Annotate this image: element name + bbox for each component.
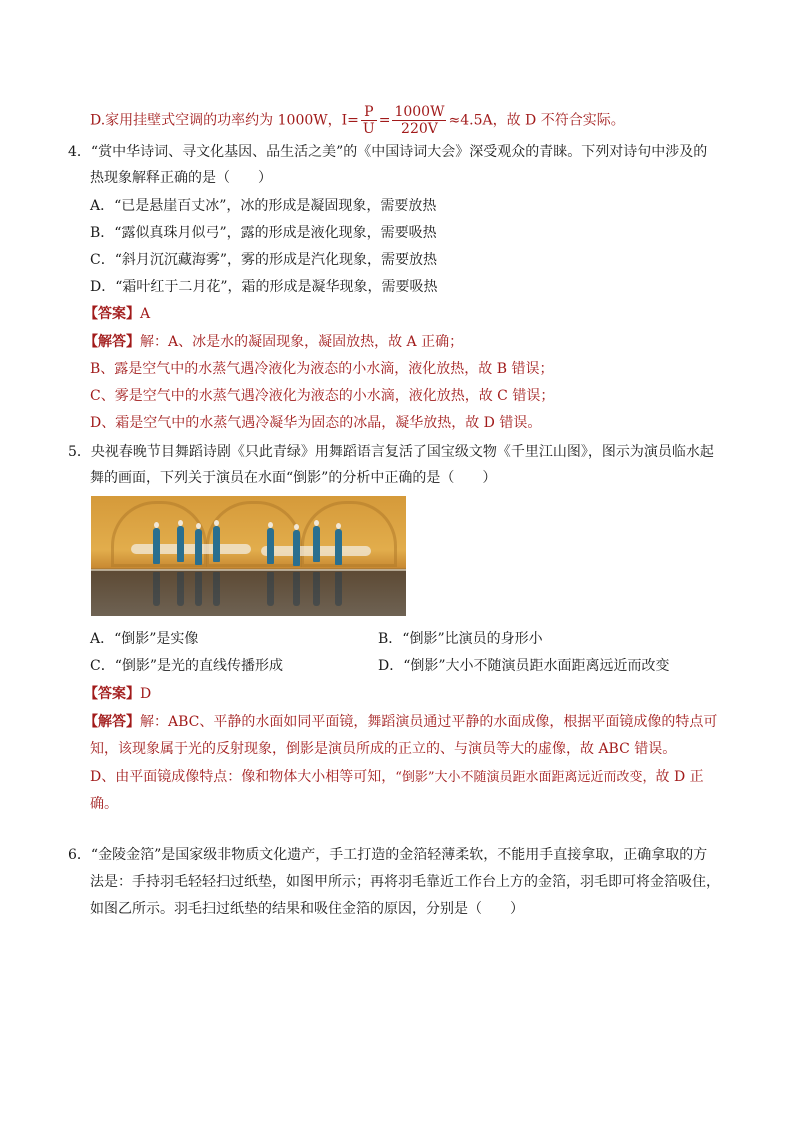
q4-stem-line1: 4．“赏中华诗词、寻文化基因、品生活之美”的《中国诗词大会》深受观众的青睐。下列对诗句中涉及的 <box>68 144 708 160</box>
q4-answer-value: A <box>140 306 151 322</box>
q6-stem-line3: 如图乙所示。羽毛扫过纸垫的结果和吸住金箔的原因，分别是（ ） <box>90 901 524 917</box>
q4-analysis-line2: B、露是空气中的水蒸气遇冷液化为液态的小水滴，液化放热，故 B 错误； <box>90 361 554 377</box>
q5-analysis-text1: 解：ABC、平静的水面如同平面镜，舞蹈演员通过平静的水面成像，根据平面镜成像的特点可 <box>140 714 718 730</box>
q4-analysis-line1 <box>84 332 463 352</box>
q3-option-d-prefix: D.家用挂壁式空调的功率约为 1000W，I= <box>90 112 359 129</box>
q3-fraction-pu <box>361 104 377 137</box>
q4-answer <box>84 304 150 324</box>
q5-analysis-line2: 知，该现象属于光的反射现象，倒影是演员所成的正立的、与演员等大的虚像，故 ABC 错误。 <box>90 741 677 757</box>
q3-option-d-suffix: ≈4.5A，故 D 不符合实际。 <box>448 112 625 129</box>
q5-stem-line1: 5．央视春晚节目舞蹈诗剧《只此青绿》用舞蹈语言复活了国宝级文物《千里江山图》，图示为演员临水起 <box>68 444 714 460</box>
q5-option-c: C．“倒影”是光的直线传播形成 <box>90 658 284 674</box>
q3-equals: = <box>378 112 391 129</box>
q5-option-d: D．“倒影”大小不随演员距水面距离远近而改变 <box>378 658 670 674</box>
q4-option-b: B．“露似真珠月似弓”，露的形成是液化现象，需要吸热 <box>90 225 437 241</box>
q4-analysis-text1: 解：A、冰是水的凝固现象，凝固放热，故 A 正确； <box>140 334 464 350</box>
q5-analysis-label: 【解答】 <box>84 714 140 730</box>
q5-answer-value: D <box>140 686 152 702</box>
q3-frac1-numerator: P <box>361 104 377 121</box>
q5-analysis-line3 <box>90 767 704 788</box>
q5-stem-line2: 舞的画面，下列关于演员在水面“倒影”的分析中正确的是（ ） <box>90 470 497 486</box>
q5-analysis-line4: 确。 <box>90 796 118 812</box>
q4-option-d: D．“霜叶红于二月花”，霜的形成是凝华现象，需要吸热 <box>90 279 438 295</box>
q3-frac2-denominator: 220V <box>401 121 438 137</box>
q6-stem-line1: 6．“金陵金箔”是国家级非物质文化遗产，手工打造的金箔轻薄柔软，不能用手直接拿取，正确拿取的方 <box>68 847 708 863</box>
dance-reflection-photo <box>91 496 406 616</box>
q5-answer <box>84 684 151 704</box>
q4-option-a: A．“已是悬崖百丈冰”，冰的形成是凝固现象，需要放热 <box>90 198 437 214</box>
q4-analysis-line3: C、雾是空气中的水蒸气遇冷液化为液态的小水滴，液化放热，故 C 错误； <box>90 388 555 404</box>
q4-stem-line2: 热现象解释正确的是（ ） <box>90 170 272 186</box>
q5-option-a: A．“倒影”是实像 <box>90 631 199 647</box>
q5-answer-label: 【答案】 <box>84 686 140 702</box>
q5-analysis-line3-c: 故 D 正 <box>655 769 704 785</box>
q3-frac1-denominator: U <box>362 121 375 137</box>
q4-analysis-label: 【解答】 <box>84 334 140 350</box>
q5-analysis-line3-b: “倒影”大小不随演员距水面距离远近而改变， <box>395 770 656 785</box>
q3-fraction-values <box>392 104 446 137</box>
q4-option-c: C．“斜月沉沉藏海雾”，雾的形成是汽化现象，需要放热 <box>90 252 438 268</box>
q5-option-b: B．“倒影”比演员的身形小 <box>378 631 543 647</box>
q5-analysis-line1 <box>84 712 717 732</box>
q4-answer-label: 【答案】 <box>84 306 140 322</box>
q3-frac2-numerator: 1000W <box>394 104 445 120</box>
q3-option-d-line <box>90 104 625 137</box>
q6-stem-line2: 法是：手持羽毛轻轻扫过纸垫，如图甲所示；再将羽毛靠近工作台上方的金箔，羽毛即可将金箔吸住， <box>90 874 720 890</box>
q5-analysis-line3-a: D、由平面镜成像特点：像和物体大小相等可知， <box>90 769 396 785</box>
q4-analysis-line4: D、霜是空气中的水蒸气遇冷凝华为固态的冰晶，凝华放热，故 D 错误。 <box>90 415 542 431</box>
